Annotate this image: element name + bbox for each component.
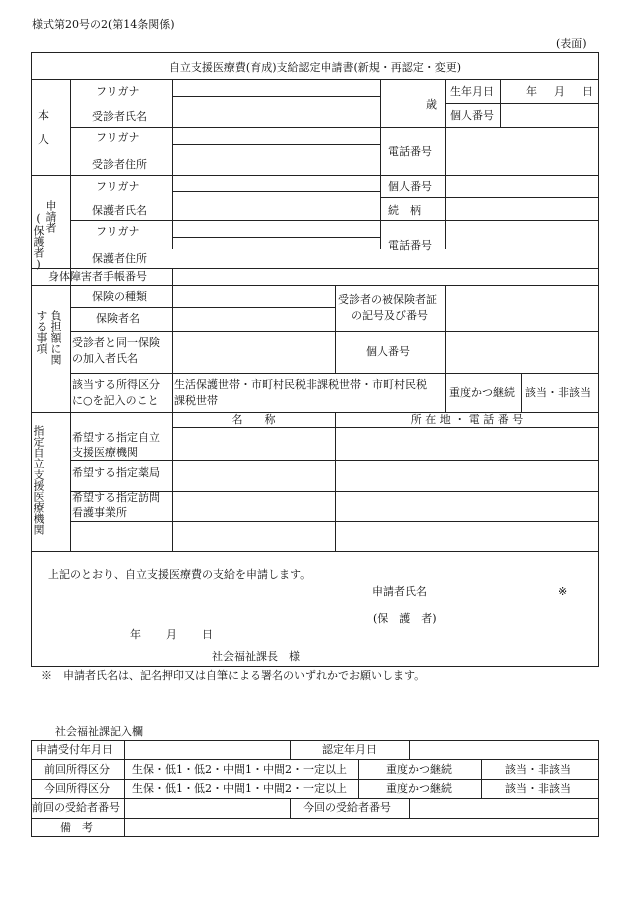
applicant-relation-label: 続 柄: [388, 204, 421, 217]
patient-name-input[interactable]: [174, 99, 382, 127]
insurer-name-label: 保険者名: [96, 312, 140, 325]
office-prev-applicability[interactable]: 該当・非該当: [505, 763, 571, 776]
severe-continuous-choice[interactable]: 該当・非該当: [525, 386, 591, 399]
form-title: 自立支援医療費(育成)支給認定申請書(新規・再認定・変更): [168, 61, 462, 74]
office-prev-severe-label: 重度かつ継続: [386, 763, 452, 776]
burden-section-label-a: 負担額に関: [49, 310, 62, 365]
designated-medical-address-input[interactable]: [337, 429, 601, 460]
income-class-label-1: 該当する所得区分: [72, 378, 160, 391]
office-curr-income-label: 今回所得区分: [44, 782, 110, 795]
applicant-address-label: 保護者住所: [92, 252, 147, 265]
form-number: 様式第20号の2(第14条関係): [32, 18, 175, 31]
applicant-name-label: 保護者氏名: [92, 204, 147, 217]
office-curr-recipient-no-label: 今回の受給者番号: [303, 801, 391, 814]
declaration-mark: ※: [558, 585, 568, 598]
footnote: ※ 申請者氏名は、記名押印又は自筆による署名のいずれかでお願いします。: [41, 669, 426, 682]
designated-pharmacy-address-input[interactable]: [337, 462, 601, 491]
applicant-id-number-input[interactable]: [447, 177, 601, 198]
insurance-type-input[interactable]: [174, 287, 337, 307]
applicant-phone-input[interactable]: [447, 222, 601, 268]
declaration-day-unit: 日: [202, 628, 213, 641]
designated-extra-address-input[interactable]: [337, 523, 601, 551]
designated-col-address: 所 在 地 ・ 電 話 番 号: [410, 413, 524, 426]
patient-address-label: 受診者住所: [92, 158, 147, 171]
office-curr-income-classes[interactable]: 生保・低1・低2・中間1・中間2・一定以上: [132, 782, 347, 795]
burden-section-label-b: する事項: [35, 310, 48, 354]
birthdate-label: 生年月日: [450, 85, 494, 98]
income-class-label-2: に○を記入のこと: [72, 394, 159, 407]
declaration-recipient: 社会福祉課長 様: [212, 650, 300, 663]
declaration-month-unit: 月: [166, 628, 177, 641]
designated-visiting-nurse-name-input[interactable]: [174, 493, 337, 521]
applicant-furigana-input[interactable]: [174, 177, 382, 192]
birthdate-year-unit: 年: [526, 85, 537, 98]
birthdate-day-unit: 日: [582, 85, 593, 98]
designated-medical-name-input[interactable]: [174, 429, 337, 460]
same-insurance-label-2: の加入者氏名: [72, 352, 138, 365]
income-options-2[interactable]: 課税世帯: [174, 394, 218, 407]
applicant-id-number-label: 個人番号: [388, 180, 432, 193]
declaration-applicant-name-input[interactable]: [440, 582, 556, 600]
same-insurance-input[interactable]: [174, 333, 337, 373]
applicant-phone-label: 電話番号: [388, 239, 432, 252]
applicant-furigana-label: フリガナ: [96, 180, 140, 193]
office-remarks-input[interactable]: [126, 820, 601, 837]
patient-name-label: 受診者氏名: [92, 110, 147, 123]
patient-id-number-label: 個人番号: [450, 109, 494, 122]
applicant-address-furigana-label: フリガナ: [96, 225, 140, 238]
patient-section-label-2: 人: [38, 133, 49, 146]
designated-col-name: 名 称: [231, 413, 276, 426]
burden-id-number-input[interactable]: [447, 333, 601, 373]
office-receipt-date-input[interactable]: [126, 741, 292, 760]
office-remarks-label: 備 考: [60, 821, 93, 834]
declaration-statement: 上記のとおり、自立支援医療費の支給を申請します。: [48, 568, 312, 581]
declaration-guardian-label: (保 護 者): [373, 612, 437, 625]
applicant-section-label-sub: (保護者): [32, 212, 45, 271]
designated-pharmacy-name-input[interactable]: [174, 462, 337, 491]
disability-handbook-label: 身体障害者手帳番号: [48, 270, 147, 283]
office-prev-income-label: 前回所得区分: [44, 763, 110, 776]
office-approval-date-input[interactable]: [411, 741, 601, 760]
disability-handbook-input[interactable]: [174, 269, 601, 286]
office-approval-date-label: 認定年月日: [322, 743, 377, 756]
insurance-type-label: 保険の種類: [92, 290, 147, 303]
insured-cert-label-1: 受診者の被保険者証: [338, 293, 437, 306]
office-prev-recipient-no-label: 前回の受給者番号: [32, 801, 120, 814]
designated-section-label: 指定自立支援医療機関: [32, 425, 45, 535]
applicant-relation-input[interactable]: [447, 199, 601, 220]
office-curr-applicability[interactable]: 該当・非該当: [505, 782, 571, 795]
applicant-name-input[interactable]: [174, 194, 382, 220]
patient-furigana-input[interactable]: [174, 81, 382, 97]
office-curr-recipient-no-input[interactable]: [411, 800, 601, 819]
patient-address-input[interactable]: [174, 147, 382, 175]
patient-id-number-input[interactable]: [502, 105, 601, 127]
income-options-1[interactable]: 生活保護世帯・市町村民税非課税世帯・市町村民税: [174, 378, 427, 391]
age-unit: 歳: [426, 98, 437, 111]
side-indicator: (表面): [556, 37, 587, 50]
designated-visiting-nurse-address-input[interactable]: [337, 493, 601, 521]
birthdate-month-unit: 月: [554, 85, 565, 98]
applicant-section-label-main: 申請者: [44, 200, 57, 233]
insured-cert-input[interactable]: [447, 287, 601, 331]
patient-section-label-1: 本: [38, 109, 49, 122]
designated-extra-name-input[interactable]: [174, 523, 337, 551]
patient-address-furigana-label: フリガナ: [96, 131, 140, 144]
patient-address-furigana-input[interactable]: [174, 129, 382, 145]
insurer-name-input[interactable]: [174, 309, 337, 331]
same-insurance-label-1: 受診者と同一保険: [72, 336, 160, 349]
designated-row-1-label-b: 支援医療機関: [72, 446, 138, 459]
applicant-address-input[interactable]: [174, 240, 382, 268]
patient-phone-label: 電話番号: [388, 145, 432, 158]
declaration-applicant-name-label: 申請者氏名: [372, 585, 427, 598]
insured-cert-label-2: の記号及び番号: [351, 309, 428, 322]
declaration-year-unit: 年: [130, 628, 141, 641]
applicant-address-furigana-input[interactable]: [174, 222, 382, 238]
patient-furigana-label: フリガナ: [96, 85, 140, 98]
office-receipt-date-label: 申請受付年月日: [36, 743, 113, 756]
severe-continuous-label: 重度かつ継続: [449, 386, 515, 399]
office-prev-recipient-no-input[interactable]: [126, 800, 292, 819]
burden-id-number-label: 個人番号: [366, 345, 410, 358]
office-curr-severe-label: 重度かつ継続: [386, 782, 452, 795]
designated-row-3-label-a: 希望する指定訪問: [72, 491, 160, 504]
office-prev-income-classes[interactable]: 生保・低1・低2・中間1・中間2・一定以上: [132, 763, 347, 776]
designated-row-1-label-a: 希望する指定自立: [72, 431, 160, 444]
designated-row-2-label-a: 希望する指定薬局: [72, 466, 160, 479]
patient-phone-input[interactable]: [447, 130, 601, 175]
office-section-title: 社会福祉課記入欄: [55, 725, 143, 738]
designated-row-3-label-b: 看護事業所: [72, 506, 127, 519]
